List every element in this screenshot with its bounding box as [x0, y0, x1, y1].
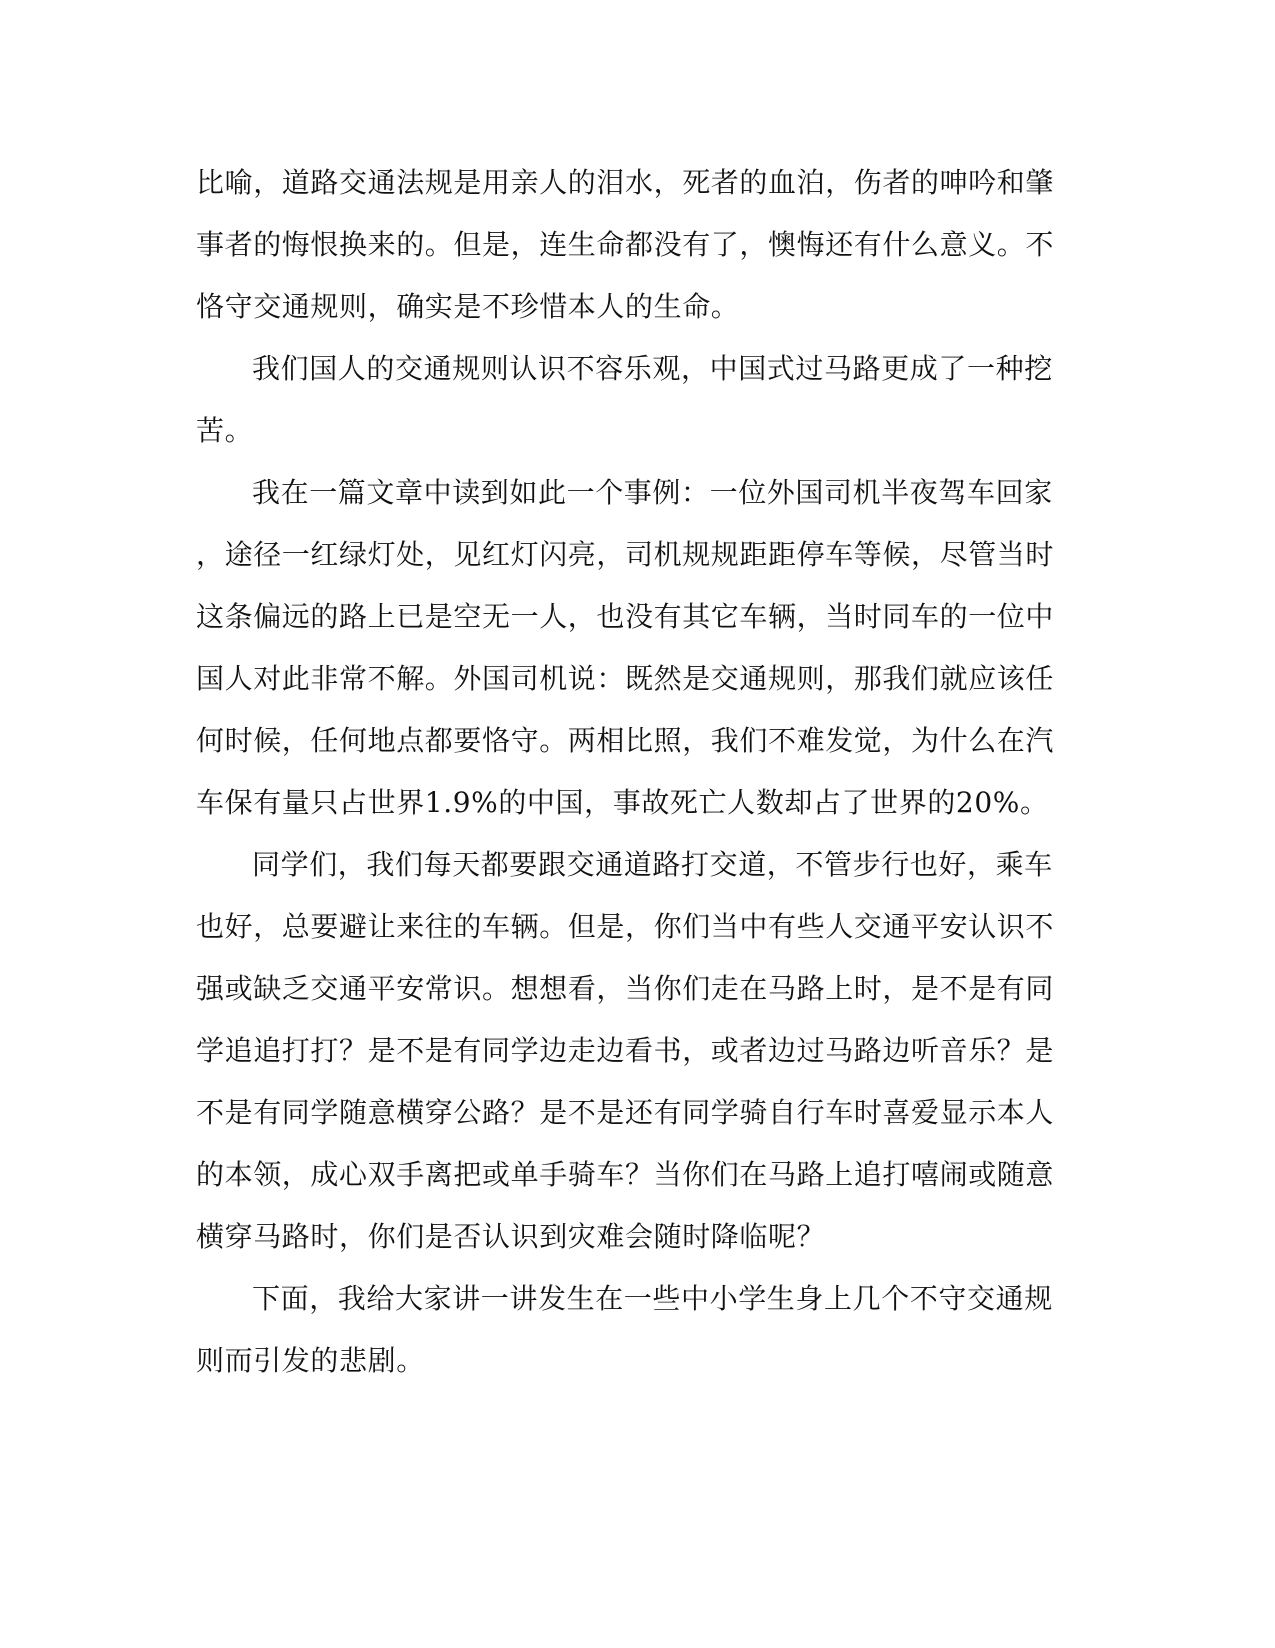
paragraph-first-line: 我们国人的交通规则认识不容乐观，中国式过马路更成了一种挖 — [252, 352, 1053, 385]
paragraph-first-line: 我在一篇文章中读到如此一个事例：一位外国司机半夜驾车回家 — [252, 476, 1053, 509]
text-line: 何时候，任何地点都要恪守。两相比照，我们不难发觉，为什么在汽 — [196, 724, 1055, 757]
text-line: 也好，总要避让来往的车辆。但是，你们当中有些人交通平安认识不 — [196, 910, 1055, 943]
text-line: 这条偏远的路上已是空无一人，也没有其它车辆，当时同车的一位中 — [196, 600, 1055, 633]
text-line: ，途径一红绿灯处，见红灯闪亮，司机规规距距停车等候，尽管当时 — [196, 538, 1055, 571]
paragraph-first-line: 同学们，我们每天都要跟交通道路打交道，不管步行也好，乘车 — [252, 848, 1053, 881]
text-line: 横穿马路时，你们是否认识到灾难会随时降临呢？ — [196, 1220, 826, 1253]
text-line: 苦。 — [196, 414, 254, 447]
text-line: 车保有量只占世界1.9%的中国，事故死亡人数却占了世界的20%。 — [196, 786, 1049, 819]
paragraph-first-line: 下面，我给大家讲一讲发生在一些中小学生身上几个不守交通规 — [252, 1282, 1053, 1315]
text-line: 比喻，道路交通法规是用亲人的泪水，死者的血泊，伤者的呻吟和肇 — [196, 166, 1055, 199]
text-line: 的本领，成心双手离把或单手骑车？当你们在马路上追打嘻闹或随意 — [196, 1158, 1055, 1191]
text-line: 强或缺乏交通平安常识。想想看，当你们走在马路上时，是不是有同 — [196, 972, 1055, 1005]
text-line: 则而引发的悲剧。 — [196, 1344, 425, 1377]
text-line: 事者的悔恨换来的。但是，连生命都没有了，懊悔还有什么意义。不 — [196, 228, 1055, 261]
text-line: 学追追打打？是不是有同学边走边看书，或者边过马路边听音乐？是 — [196, 1034, 1055, 1067]
text-line: 不是有同学随意横穿公路？是不是还有同学骑自行车时喜爱显示本人 — [196, 1096, 1055, 1129]
text-line: 恪守交通规则，确实是不珍惜本人的生命。 — [196, 290, 740, 323]
text-line: 国人对此非常不解。外国司机说：既然是交通规则，那我们就应该任 — [196, 662, 1055, 695]
